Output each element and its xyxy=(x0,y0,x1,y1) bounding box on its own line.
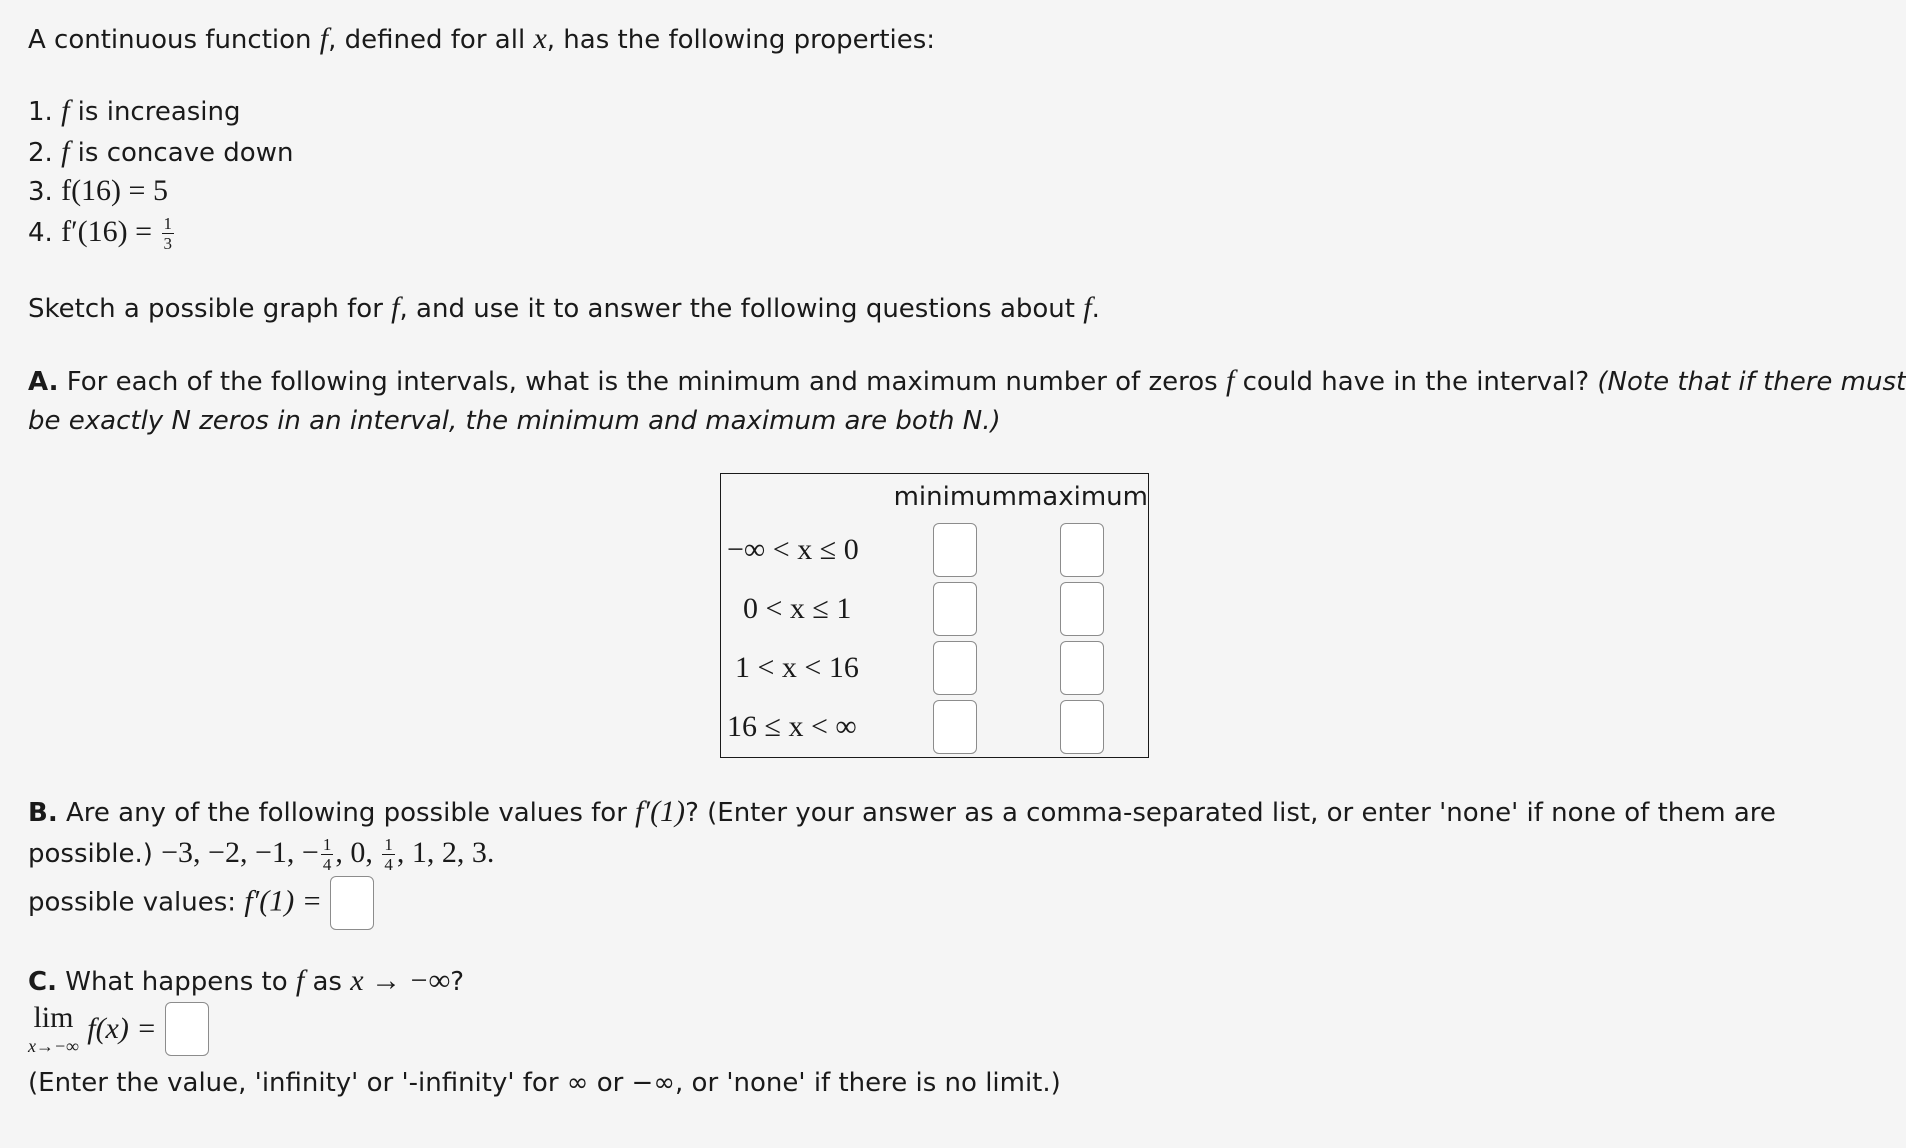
part-c-limit-line: lim x→−∞ f(x) = xyxy=(28,1002,1824,1056)
min-input-row-3[interactable] xyxy=(933,641,977,695)
fraction-one-quarter: $\frac{1}{4}$ xyxy=(322,835,332,874)
part-b-question-line2: possible.) −3, −2, −1, − $\frac{1}{4}$ , 0, $\frac{1}{4}$ , 1, 2, 3. xyxy=(28,835,495,874)
limit-operator: lim x→−∞ xyxy=(28,1001,79,1056)
table-header-row xyxy=(721,474,1149,521)
header-interval xyxy=(721,474,894,521)
part-a-question-line2: be exactly N zeros in an interval, the minimum and maximum are both N.) xyxy=(28,406,1001,436)
limit-input[interactable] xyxy=(165,1002,209,1056)
min-input-row-1[interactable] xyxy=(933,523,977,577)
max-input-row-3[interactable] xyxy=(1060,641,1104,695)
interval-cell: 1 < x < 16 xyxy=(735,651,859,685)
part-b-question-line1: B. Are any of the following possible values for f′(1)? (Enter your answer as a comma-separated list, or enter 'none' if none of them are xyxy=(28,795,1776,828)
property-3: 3. f(16) = 5 xyxy=(28,174,168,207)
max-input-row-2[interactable] xyxy=(1060,582,1104,636)
fraction-one-third: $\frac{1}{3}$ xyxy=(163,214,173,253)
intro-text: A continuous function f, defined for all x, has the following properties: xyxy=(28,22,936,55)
possible-values-input[interactable] xyxy=(330,876,374,930)
part-c-question: C. What happens to f as x → −∞? xyxy=(28,964,465,997)
header-minimum: minimum xyxy=(893,482,1017,513)
property-4: 4. f′(16) = $\frac{1}{3}$ xyxy=(28,214,173,253)
intro-f: f xyxy=(319,22,329,55)
part-b-answer-line: possible values: f′(1) = xyxy=(28,876,1824,930)
property-2: 2. f is concave down xyxy=(28,135,294,168)
table-row xyxy=(721,639,1149,698)
min-input-row-4[interactable] xyxy=(933,700,977,754)
intro-x: x xyxy=(533,22,547,55)
interval-cell: −∞ < x ≤ 0 xyxy=(727,532,859,566)
part-c-label: C. xyxy=(28,967,57,997)
header-maximum: maximum xyxy=(1016,482,1148,513)
sketch-instruction: Sketch a possible graph for f, and use it to answer the following questions about f. xyxy=(28,291,1100,324)
interval-cell: 0 < x ≤ 1 xyxy=(743,591,852,625)
fraction-one-quarter: $\frac{1}{4}$ xyxy=(384,835,393,874)
table-row xyxy=(721,579,1149,638)
part-a-question-line1: A. For each of the following intervals, what is the minimum and maximum number of zeros f could have in the interval? (Note that if there must xyxy=(28,364,1906,397)
part-a-note: (Note that if there must xyxy=(1597,367,1906,397)
part-c-instructions: (Enter the value, 'infinity' or '-infinity' for ∞ or −∞, or 'none' if there is no limit.) xyxy=(28,1068,1061,1098)
table-row xyxy=(721,520,1149,579)
part-a-label: A. xyxy=(28,367,59,397)
table-row xyxy=(721,698,1149,758)
zeros-table xyxy=(720,473,1149,758)
max-input-row-1[interactable] xyxy=(1060,523,1104,577)
max-input-row-4[interactable] xyxy=(1060,700,1104,754)
min-input-row-2[interactable] xyxy=(933,582,977,636)
interval-cell: 16 ≤ x < ∞ xyxy=(727,710,857,744)
property-1: 1. f is increasing xyxy=(28,94,241,127)
part-b-label: B. xyxy=(28,798,58,828)
